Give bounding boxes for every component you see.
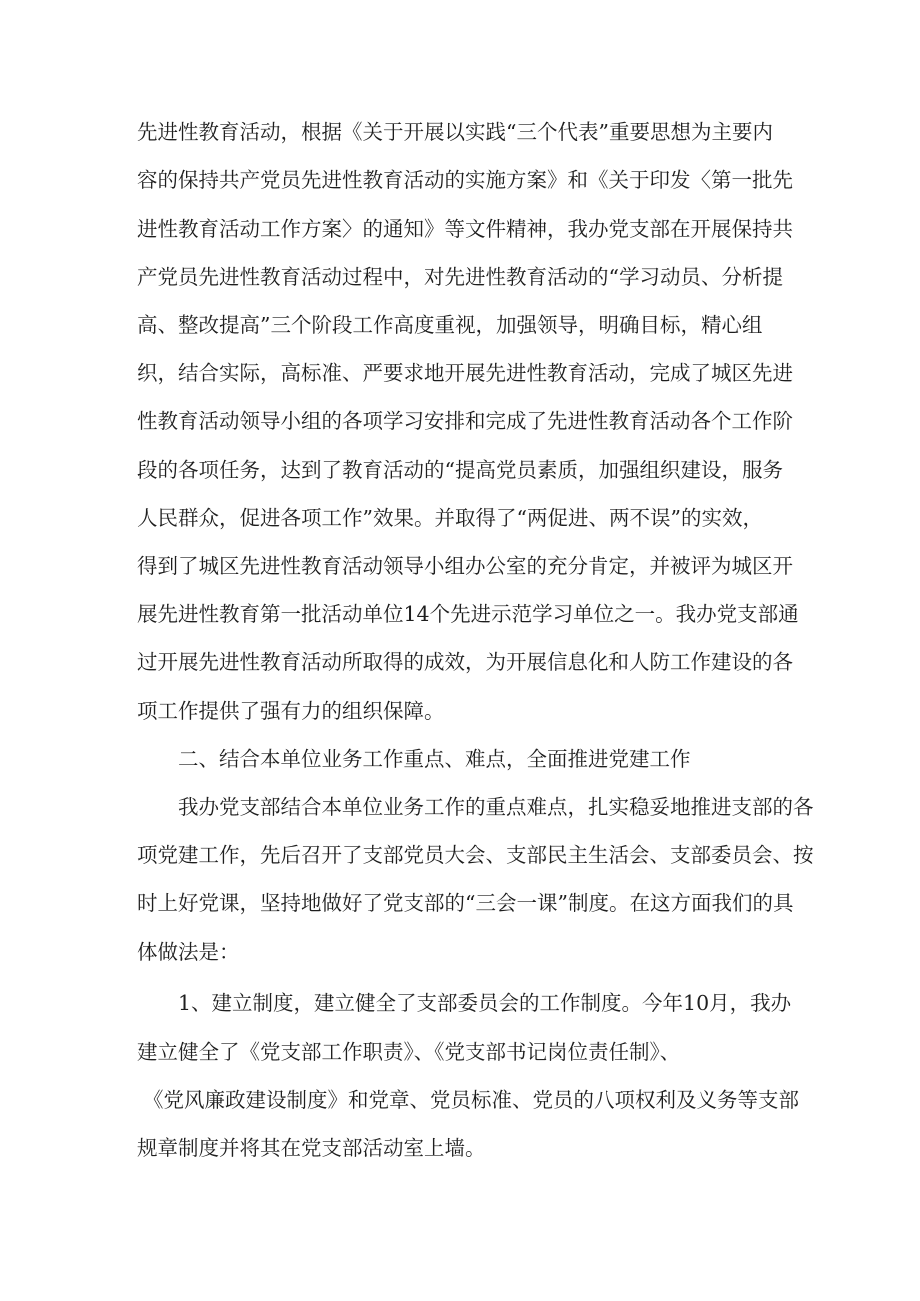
body-text-line: 展先进性教育第一批活动单位14个先进示范学习单位之一。我办党支部通 [137, 602, 799, 626]
body-text-line: 我办党支部结合本单位业务工作的重点难点，扎实稳妥地推进支部的各 [178, 795, 814, 819]
body-text-line: 过开展先进性教育活动所取得的成效，为开展信息化和人防工作建设的各 [137, 650, 793, 674]
body-text-line: 织，结合实际，高标准、严要求地开展先进性教育活动，完成了城区先进 [137, 361, 793, 385]
body-text-line: 时上好党课，坚持地做好了党支部的“三会一课”制度。在这方面我们的具 [137, 891, 794, 915]
body-text-line: 产党员先进性教育活动过程中，对先进性教育活动的“学习动员、分析提 [137, 265, 783, 289]
body-text-line: 进性教育活动工作方案〉的通知》等文件精神，我办党支部在开展保持共 [137, 217, 793, 241]
body-text-line: 项工作提供了强有力的组织保障。 [137, 699, 445, 723]
body-text-line: 先进性教育活动，根据《关于开展以实践“三个代表”重要思想为主要内 [137, 120, 773, 144]
body-text-line: 人民群众，促进各项工作”效果。并取得了“两促进、两不误”的实效， [137, 506, 763, 530]
body-text-line: 1、建立制度，建立健全了支部委员会的工作制度。今年10月，我办 [178, 991, 792, 1015]
body-text-line: 体做法是： [137, 940, 240, 964]
body-text-line: 得到了城区先进性教育活动领导小组办公室的充分肯定，并被评为城区开 [137, 554, 793, 578]
body-text-line: 容的保持共产党员先进性教育活动的实施方案》和《关于印发〈第一批先 [137, 168, 793, 192]
body-text-line: 段的各项任务，达到了教育活动的“提高党员素质，加强组织建设，服务 [137, 458, 783, 482]
body-text-line: 项党建工作，先后召开了支部党员大会、支部民主生活会、支部委员会、按 [137, 843, 814, 867]
body-text-line: 建立健全了《党支部工作职责》、《党支部书记岗位责任制》、 [137, 1040, 681, 1064]
body-text-line: 《党风廉政建设制度》和党章、党员标准、党员的八项权利及义务等支部 [143, 1088, 799, 1112]
body-text-line: 高、整改提高”三个阶段工作高度重视，加强领导，明确目标，精心组 [137, 313, 763, 337]
section-heading: 二、结合本单位业务工作重点、难点，全面推进党建工作 [178, 747, 691, 771]
body-text-line: 规章制度并将其在党支部活动室上墙。 [137, 1136, 486, 1160]
body-text-line: 性教育活动领导小组的各项学习安排和完成了先进性教育活动各个工作阶 [137, 409, 793, 433]
